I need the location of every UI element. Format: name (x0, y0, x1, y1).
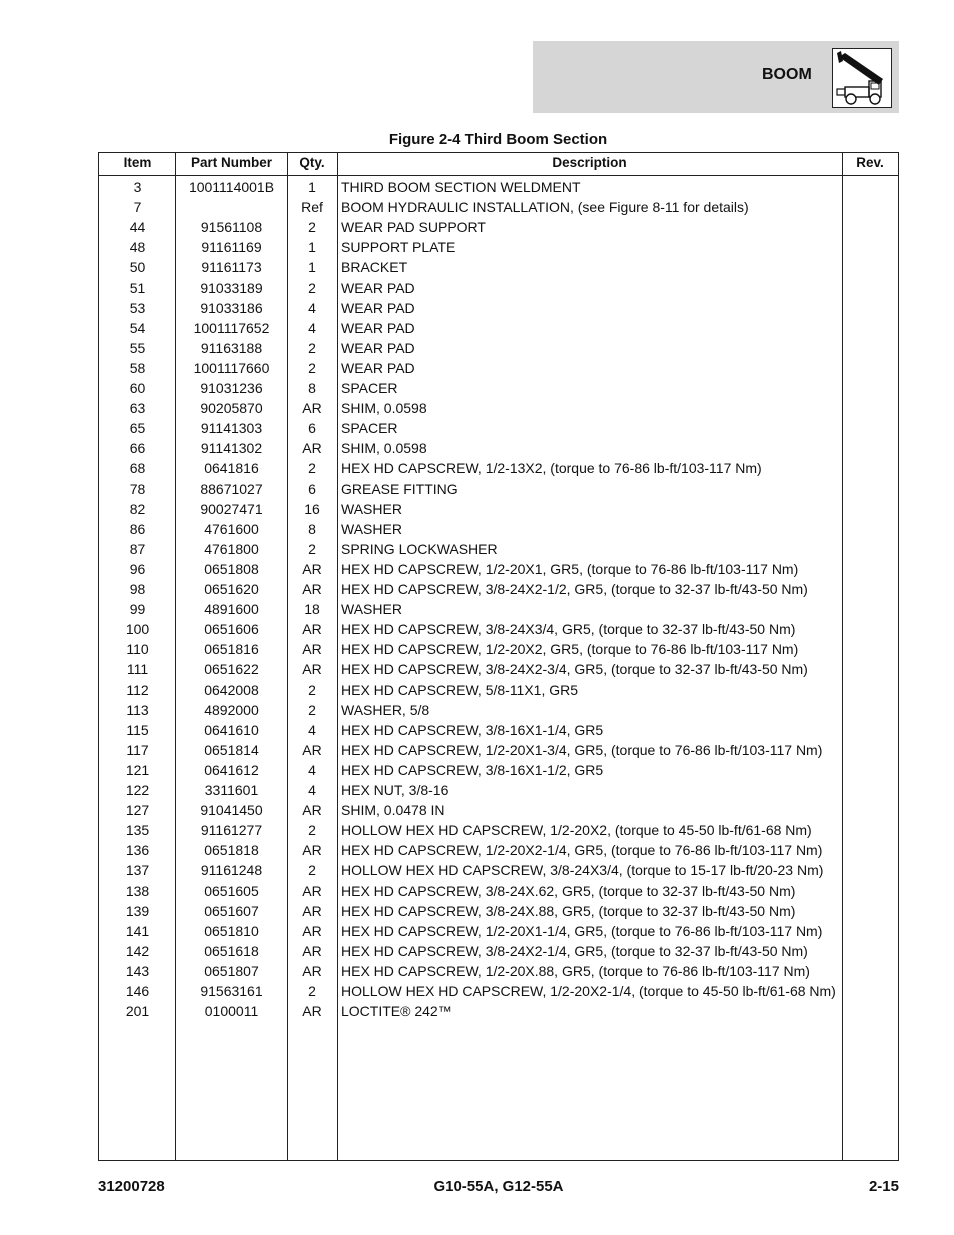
qty-cell: AR (302, 902, 322, 919)
part-number-cell: 4891600 (204, 601, 259, 618)
qty-cell: 2 (308, 822, 316, 839)
description-cell: HEX HD CAPSCREW, 1/2-20X1-1/4, GR5, (torque to 76-86 lb-ft/103-117 Nm) (341, 922, 823, 939)
column-header-part-number: Part Number (190, 155, 273, 170)
qty-cell: AR (302, 842, 322, 859)
part-number-cell: 0651818 (204, 842, 259, 859)
table-row (99, 237, 898, 257)
item-cell: 44 (129, 219, 146, 236)
item-cell: 68 (129, 460, 146, 477)
part-number-cell: 90027471 (200, 500, 263, 517)
description-cell: WASHER, 5/8 (341, 701, 430, 718)
qty-cell: AR (302, 1003, 322, 1020)
part-number-cell: 0641816 (204, 460, 259, 477)
table-row (99, 720, 898, 740)
item-cell: 110 (126, 641, 149, 658)
item-cell: 87 (129, 540, 146, 557)
part-number-cell: 4761800 (204, 540, 259, 557)
qty-cell: AR (302, 661, 322, 678)
qty-cell: 2 (308, 983, 316, 999)
part-number-cell: 0651808 (204, 560, 259, 577)
table-row (99, 559, 898, 579)
description-cell: HEX HD CAPSCREW, 1/2-20X2-1/4, GR5, (torque to 76-86 lb-ft/103-117 Nm) (341, 842, 823, 859)
table-row (99, 519, 898, 539)
qty-cell: 6 (308, 420, 316, 437)
table-row (99, 278, 898, 298)
table-row (99, 378, 898, 398)
part-number-cell: 0651605 (204, 882, 259, 899)
qty-cell: 8 (308, 380, 316, 396)
footer-model: G10-55A, G12-55A (433, 1178, 564, 1195)
item-cell: 111 (126, 661, 149, 678)
item-cell: 122 (125, 782, 150, 798)
description-cell: WASHER (341, 601, 402, 618)
table-row (99, 418, 898, 438)
table-row (99, 901, 898, 921)
qty-cell: 2 (308, 701, 316, 718)
item-cell: 65 (129, 420, 146, 437)
column-header-description: Description (552, 155, 627, 170)
description-cell: WASHER (341, 520, 402, 537)
table-row (99, 740, 898, 760)
table-row (99, 338, 898, 358)
part-number-cell: 0100011 (204, 1003, 259, 1020)
table-row (99, 358, 898, 378)
part-number-cell: 4892000 (204, 701, 259, 718)
item-cell: 53 (129, 299, 146, 316)
description-cell: BRACKET (341, 259, 408, 276)
part-number-cell: 91141302 (200, 440, 263, 457)
qty-cell: AR (302, 440, 322, 457)
item-cell: 137 (125, 862, 150, 879)
item-cell: 63 (129, 400, 146, 417)
table-row (99, 921, 898, 941)
description-cell: HOLLOW HEX HD CAPSCREW, 3/8-24X3/4, (torque to 15-17 lb-ft/20-23 Nm) (341, 862, 824, 879)
part-number-cell: 0651618 (204, 942, 259, 959)
table-row (99, 177, 898, 197)
table-row (99, 800, 898, 820)
qty-cell: AR (302, 882, 322, 899)
description-cell: WEAR PAD (341, 299, 415, 316)
qty-cell: 2 (308, 279, 316, 296)
table-row (99, 700, 898, 720)
item-cell: 113 (126, 701, 149, 718)
part-number-cell: 0641610 (204, 721, 259, 738)
description-cell: HEX HD CAPSCREW, 3/8-16X1-1/2, GR5 (341, 761, 604, 778)
column-header-item: Item (123, 155, 152, 170)
part-number-cell: 0651606 (204, 621, 259, 638)
item-cell: 3 (133, 179, 142, 195)
description-cell: HEX HD CAPSCREW, 1/2-20X2, GR5, (torque to 76-86 lb-ft/103-117 Nm) (341, 641, 799, 658)
table-row (99, 579, 898, 599)
description-cell: WEAR PAD (341, 319, 415, 336)
description-cell: HEX HD CAPSCREW, 3/8-24X.62, GR5, (torque to 32-37 lb-ft/43-50 Nm) (341, 882, 796, 899)
qty-cell: AR (302, 922, 322, 939)
part-number-cell: 91041450 (200, 802, 263, 819)
description-cell: SHIM, 0.0598 (341, 400, 427, 417)
qty-cell: 4 (308, 721, 316, 738)
part-number-cell: 90205870 (200, 400, 263, 417)
item-cell: 115 (126, 721, 149, 738)
item-cell: 201 (125, 1003, 150, 1020)
description-cell: THIRD BOOM SECTION WELDMENT (341, 179, 581, 195)
part-number-cell: 0642008 (204, 681, 259, 698)
qty-cell: AR (302, 741, 322, 758)
description-cell: LOCTITE® 242™ (341, 1003, 452, 1020)
item-cell: 66 (129, 440, 146, 457)
description-cell: HEX HD CAPSCREW, 1/2-20X1-3/4, GR5, (torque to 76-86 lb-ft/103-117 Nm) (341, 741, 823, 758)
item-cell: 100 (125, 621, 150, 638)
description-cell: HEX HD CAPSCREW, 3/8-16X1-1/4, GR5 (341, 721, 604, 738)
part-number-cell: 91033186 (200, 299, 263, 316)
table-row (99, 820, 898, 840)
part-number-cell: 91561108 (200, 219, 263, 236)
item-cell: 96 (129, 560, 146, 577)
table-row (99, 881, 898, 901)
description-cell: HEX HD CAPSCREW, 3/8-24X3/4, GR5, (torque to 32-37 lb-ft/43-50 Nm) (341, 621, 796, 638)
qty-cell: 2 (308, 339, 316, 356)
qty-cell: 2 (308, 460, 316, 477)
item-cell: 136 (125, 842, 150, 859)
description-cell: HEX HD CAPSCREW, 3/8-24X.88, GR5, (torque to 32-37 lb-ft/43-50 Nm) (341, 902, 796, 919)
description-cell: SUPPORT PLATE (341, 239, 456, 256)
item-cell: 146 (125, 983, 150, 999)
description-cell: WASHER (341, 500, 402, 517)
item-cell: 141 (125, 922, 150, 939)
qty-cell: 2 (308, 862, 316, 879)
qty-cell: AR (302, 962, 322, 979)
table-row (99, 860, 898, 880)
part-number-cell: 91141303 (200, 420, 263, 437)
footer-page-number: 2-15 (868, 1178, 899, 1195)
item-cell: 98 (129, 581, 146, 597)
qty-cell: 18 (304, 601, 320, 618)
item-cell: 54 (129, 319, 146, 336)
part-number-cell: 91031236 (200, 380, 263, 396)
qty-cell: AR (302, 802, 322, 819)
description-cell: SPACER (341, 380, 398, 396)
item-cell: 117 (126, 741, 149, 758)
qty-cell: 8 (308, 520, 316, 537)
qty-cell: 2 (308, 540, 316, 557)
description-cell: HEX HD CAPSCREW, 3/8-24X2-3/4, GR5, (torque to 32-37 lb-ft/43-50 Nm) (341, 661, 808, 678)
qty-cell: 1 (308, 179, 316, 195)
description-cell: WEAR PAD (341, 359, 415, 376)
item-cell: 99 (129, 601, 146, 618)
part-number-cell: 0651810 (204, 922, 259, 939)
part-number-cell: 0651620 (204, 581, 259, 597)
part-number-cell: 91163188 (200, 339, 263, 356)
item-cell: 78 (129, 480, 146, 497)
qty-cell: 2 (308, 219, 316, 236)
item-cell: 86 (129, 520, 146, 537)
column-header-rev: Rev. (856, 155, 884, 170)
table-row (99, 840, 898, 860)
table-row (99, 941, 898, 961)
qty-cell: 6 (308, 480, 316, 497)
footer-doc-number: 31200728 (98, 1178, 165, 1195)
table-header (99, 153, 898, 176)
table-row (99, 479, 898, 499)
item-cell: 48 (129, 239, 146, 256)
item-cell: 112 (126, 681, 149, 698)
part-number-cell: 0651622 (204, 661, 259, 678)
description-cell: HEX HD CAPSCREW, 5/8-11X1, GR5 (341, 681, 579, 698)
table-row (99, 961, 898, 981)
description-cell: HEX HD CAPSCREW, 3/8-24X2-1/2, GR5, (torque to 32-37 lb-ft/43-50 Nm) (341, 581, 808, 597)
description-cell: SHIM, 0.0598 (341, 440, 427, 457)
table-row (99, 680, 898, 700)
qty-cell: 1 (308, 259, 316, 276)
description-cell: WEAR PAD (341, 279, 415, 296)
item-cell: 82 (129, 500, 146, 517)
item-cell: 121 (125, 761, 150, 778)
table-row (99, 458, 898, 478)
description-cell: GREASE FITTING (341, 480, 458, 497)
part-number-cell: 88671027 (200, 480, 263, 497)
description-cell: SPACER (341, 420, 398, 437)
part-number-cell: 91563161 (200, 983, 263, 999)
part-number-cell: 3311601 (204, 782, 259, 798)
description-cell: HOLLOW HEX HD CAPSCREW, 1/2-20X2, (torque to 45-50 lb-ft/61-68 Nm) (341, 822, 812, 839)
table-row (99, 318, 898, 338)
part-number-cell: 91161173 (201, 259, 262, 276)
part-number-cell: 0651807 (204, 962, 259, 979)
item-cell: 143 (125, 962, 150, 979)
part-number-cell: 1001117652 (193, 319, 270, 336)
qty-cell: Ref (301, 199, 323, 216)
item-cell: 135 (125, 822, 150, 839)
table-row (99, 659, 898, 679)
part-number-cell: 0651814 (204, 741, 259, 758)
column-header-qty: Qty. (299, 155, 325, 170)
qty-cell: AR (302, 560, 322, 577)
boom-icon (832, 48, 892, 108)
qty-cell: 4 (308, 761, 316, 778)
description-cell: HEX HD CAPSCREW, 3/8-24X2-1/4, GR5, (torque to 32-37 lb-ft/43-50 Nm) (341, 942, 808, 959)
description-cell: HEX HD CAPSCREW, 1/2-20X1, GR5, (torque to 76-86 lb-ft/103-117 Nm) (341, 560, 799, 577)
description-cell: HEX NUT, 3/8-16 (341, 782, 449, 798)
part-number-cell: 4761600 (204, 520, 259, 537)
part-number-cell: 0651816 (204, 641, 259, 658)
qty-cell: 16 (304, 500, 320, 517)
item-cell: 55 (129, 339, 146, 356)
qty-cell: 4 (308, 299, 316, 316)
table-row (99, 298, 898, 318)
table-row (99, 760, 898, 780)
qty-cell: 4 (308, 782, 316, 798)
item-cell: 60 (129, 380, 146, 396)
part-number-cell: 91161277 (200, 822, 263, 839)
qty-cell: AR (302, 581, 322, 597)
description-cell: WEAR PAD SUPPORT (341, 219, 486, 236)
table-row (99, 1001, 898, 1021)
part-number-cell: 91161169 (201, 239, 262, 256)
part-number-cell: 0641612 (204, 761, 259, 778)
qty-cell: AR (302, 400, 322, 417)
table-row (99, 499, 898, 519)
table-row (99, 981, 898, 1001)
part-number-cell: 91033189 (200, 279, 263, 296)
item-cell: 50 (129, 259, 146, 276)
description-cell: HOLLOW HEX HD CAPSCREW, 1/2-20X2-1/4, (torque to 45-50 lb-ft/61-68 Nm) (341, 983, 836, 999)
qty-cell: AR (302, 621, 322, 638)
table-row (99, 217, 898, 237)
parts-table (98, 152, 899, 1161)
item-cell: 7 (133, 199, 142, 216)
item-cell: 142 (125, 942, 150, 959)
table-row (99, 197, 898, 217)
qty-cell: AR (302, 942, 322, 959)
description-cell: SHIM, 0.0478 IN (341, 802, 445, 819)
part-number-cell: 1001117660 (193, 359, 270, 376)
description-cell: BOOM HYDRAULIC INSTALLATION, (see Figure 8-11 for details) (341, 199, 749, 216)
qty-cell: 2 (308, 359, 316, 376)
qty-cell: AR (302, 641, 322, 658)
table-row (99, 599, 898, 619)
table-row (99, 780, 898, 800)
description-cell: WEAR PAD (341, 339, 415, 356)
table-row (99, 639, 898, 659)
table-row (99, 619, 898, 639)
part-number-cell: 0651607 (204, 902, 259, 919)
description-cell: HEX HD CAPSCREW, 1/2-20X.88, GR5, (torque to 76-86 lb-ft/103-117 Nm) (341, 962, 810, 979)
item-cell: 139 (125, 902, 150, 919)
part-number-cell: 1001114001B (188, 179, 275, 195)
figure-title: Figure 2-4 Third Boom Section (388, 131, 608, 148)
table-row (99, 257, 898, 277)
item-cell: 127 (125, 802, 150, 819)
table-row (99, 398, 898, 418)
item-cell: 51 (129, 279, 146, 296)
table-row (99, 438, 898, 458)
description-cell: SPRING LOCKWASHER (341, 540, 498, 557)
item-cell: 138 (125, 882, 150, 899)
item-cell: 58 (129, 359, 146, 376)
qty-cell: 4 (308, 319, 316, 336)
qty-cell: 1 (308, 239, 316, 256)
part-number-cell: 91161248 (200, 862, 263, 879)
qty-cell: 2 (308, 681, 316, 698)
section-title: BOOM (762, 66, 812, 83)
table-row (99, 539, 898, 559)
description-cell: HEX HD CAPSCREW, 1/2-13X2, (torque to 76-86 lb-ft/103-117 Nm) (341, 460, 762, 477)
